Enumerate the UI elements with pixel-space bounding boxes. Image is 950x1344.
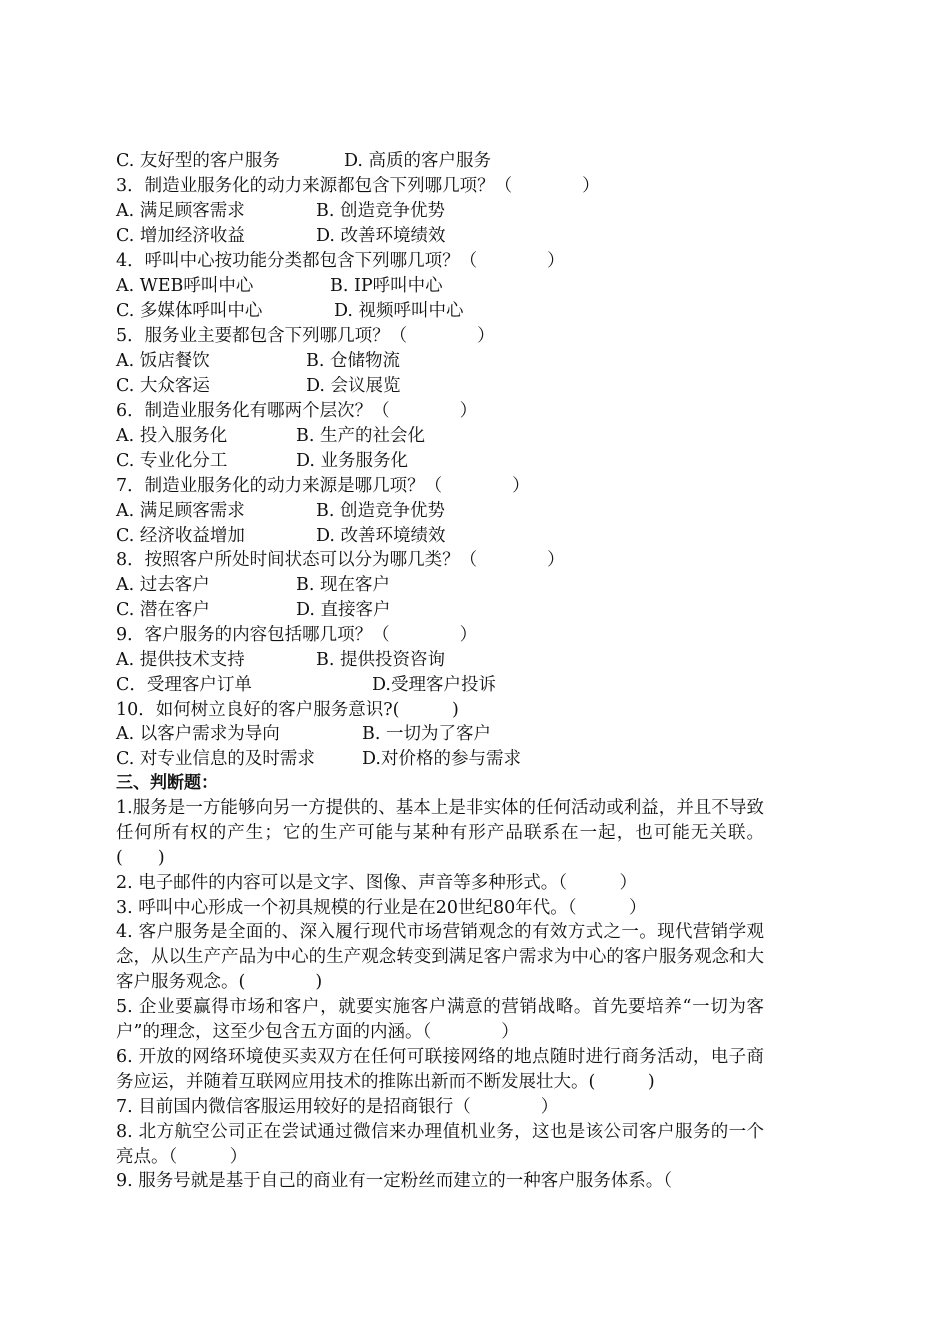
- q5-option-a: A. 饭店餐饮: [116, 351, 210, 371]
- tf-item-6: 6. 开放的网络环境使买卖双方在任何可联接网络的地点随时进行商务活动，电子商务应运，并随着互联网应用技术的推陈出新而不断发展壮大。( ): [116, 1047, 764, 1092]
- tf-item-5: 5. 企业要赢得市场和客户，就要实施客户满意的营销战略。首先要培养“一切为客户”的理念，这至少包含五方面的内涵。（ ）: [116, 997, 764, 1042]
- q9-option-c: C．受理客户订单: [116, 675, 252, 695]
- q7-stem: 7．制造业服务化的动力来源是哪几项？（ ）: [116, 476, 530, 496]
- tf-item-2: 2. 电子邮件的内容可以是文字、图像、声音等多种形式。（ ）: [116, 873, 638, 893]
- q9-option-d: D.受理客户投诉: [372, 675, 496, 695]
- tf-item-4: 4. 客户服务是全面的、深入履行现代市场营销观念的有效方式之一。现代营销学观念，从以生产产品为中心的生产观念转变到满足客户需求为中心的客户服务观念和大客户服务观念。( ): [116, 922, 764, 992]
- q10-option-c: C. 对专业信息的及时需求: [116, 749, 315, 769]
- q9-option-a: A. 提供技术支持: [116, 650, 245, 670]
- q5-option-c: C. 大众客运: [116, 376, 210, 396]
- q7-option-b: B. 创造竞争优势: [316, 501, 445, 521]
- q2-option-d: D. 高质的客户服务: [344, 151, 492, 171]
- q4-option-b: B. IP呼叫中心: [330, 276, 443, 296]
- q4-option-c: C. 多媒体呼叫中心: [116, 301, 263, 321]
- q3-stem: 3．制造业服务化的动力来源都包含下列哪几项？（ ）: [116, 176, 600, 196]
- q10-option-d: D.对价格的参与需求: [362, 749, 521, 769]
- q7-option-d: D. 改善环境绩效: [316, 526, 446, 546]
- q9-option-b: B. 提供投资咨询: [316, 650, 445, 670]
- q10-option-a: A. 以客户需求为导向: [116, 724, 280, 744]
- q8-option-d: D. 直接客户: [296, 600, 391, 620]
- q10-stem: 10．如何树立良好的客户服务意识?( ): [116, 700, 459, 720]
- q8-option-b: B. 现在客户: [296, 575, 390, 595]
- q3-option-c: C. 增加经济收益: [116, 226, 245, 246]
- q3-option-d: D. 改善环境绩效: [316, 226, 446, 246]
- q3-option-a: A. 满足顾客需求: [116, 201, 245, 221]
- tf-item-8: 8. 北方航空公司正在尝试通过微信来办理值机业务，这也是该公司客户服务的一个亮点。（ ）: [116, 1122, 764, 1167]
- q7-option-a: A. 满足顾客需求: [116, 501, 245, 521]
- tf-item-7: 7. 目前国内微信客服运用较好的是招商银行（ ）: [116, 1097, 559, 1117]
- q6-option-a: A. 投入服务化: [116, 426, 228, 446]
- tf-item-3: 3. 呼叫中心形成一个初具规模的行业是在20世纪80年代。（ ）: [116, 898, 647, 918]
- q6-option-c: C. 专业化分工: [116, 451, 228, 471]
- q4-stem: 4．呼叫中心按功能分类都包含下列哪几项？（ ）: [116, 251, 565, 271]
- q4-option-d: D. 视频呼叫中心: [334, 301, 464, 321]
- q3-option-b: B. 创造竞争优势: [316, 201, 445, 221]
- q4-option-a: A. WEB呼叫中心: [116, 276, 254, 296]
- q9-stem: 9．客户服务的内容包括哪几项？（ ）: [116, 625, 478, 645]
- tf-item-1: 1.服务是一方能够向另一方提供的、基本上是非实体的任何活动或利益，并且不导致任何所有权的产生；它的生产可能与某种有形产品联系在一起，也可能无关联。( ): [116, 798, 764, 868]
- q10-option-b: B. 一切为了客户: [362, 724, 491, 744]
- q6-stem: 6．制造业服务化有哪两个层次？（ ）: [116, 401, 478, 421]
- q2-option-c: C. 友好型的客户服务: [116, 151, 280, 171]
- tf-item-9: 9. 服务号就是基于自己的商业有一定粉丝而建立的一种客户服务体系。（: [116, 1171, 673, 1191]
- q5-option-d: D. 会议展览: [306, 376, 401, 396]
- q5-option-b: B. 仓储物流: [306, 351, 400, 371]
- q6-option-d: D. 业务服务化: [296, 451, 409, 471]
- q6-option-b: B. 生产的社会化: [296, 426, 425, 446]
- q5-stem: 5．服务业主要都包含下列哪几项？（ ）: [116, 326, 495, 346]
- section-heading-true-false: 三、判断题：: [116, 773, 218, 793]
- q8-option-a: A. 过去客户: [116, 575, 210, 595]
- q8-stem: 8．按照客户所处时间状态可以分为哪几类？（ ）: [116, 550, 565, 570]
- q8-option-c: C. 潜在客户: [116, 600, 210, 620]
- q7-option-c: C. 经济收益增加: [116, 526, 245, 546]
